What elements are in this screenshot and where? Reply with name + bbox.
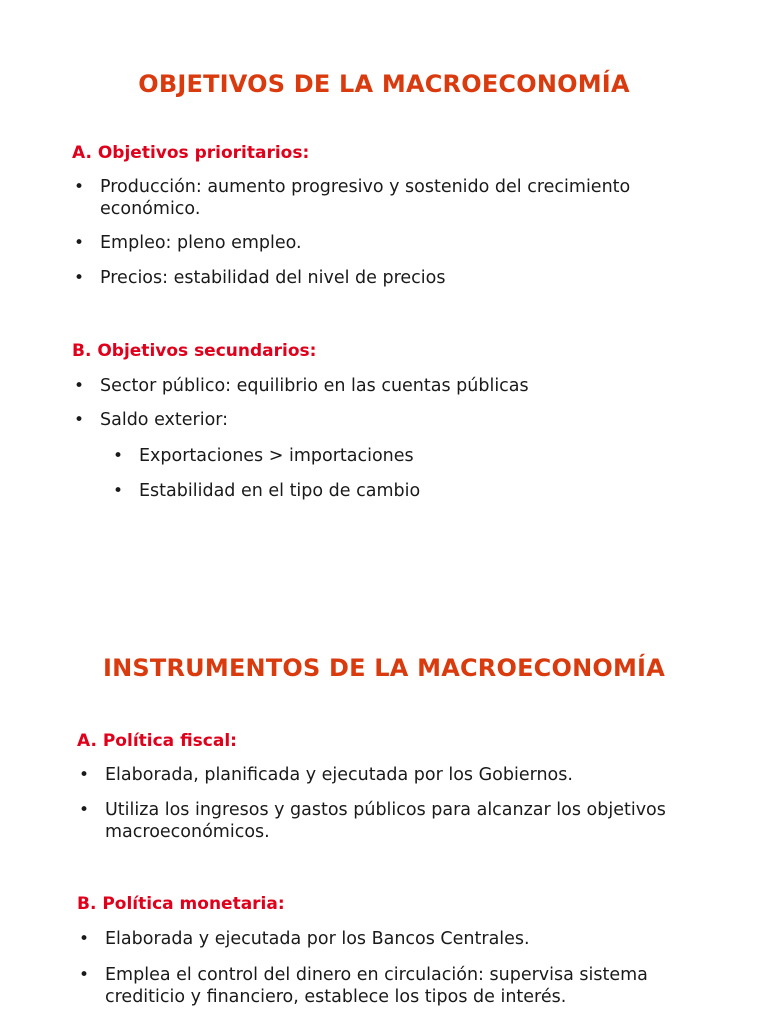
objetivos-prioritarios-heading: A. Objetivos prioritarios: (72, 143, 310, 163)
objetivos-prioritarios-list (72, 176, 712, 302)
nested-list-item: • Exportaciones > importaciones (72, 445, 712, 467)
nested-list-item: • Estabilidad en el tipo de cambio (72, 480, 712, 502)
politica-fiscal-list (77, 764, 697, 856)
objetivos-title: OBJETIVOS DE LA MACROECONOMÍA (138, 70, 630, 98)
list-item: • Sector público: equilibrio en las cuentas públicas (72, 375, 712, 397)
politica-monetaria-heading: B. Política monetaria: (77, 894, 285, 914)
politica-fiscal-heading: A. Política fiscal: (77, 731, 237, 751)
instrumentos-title: INSTRUMENTOS DE LA MACROECONOMÍA (103, 654, 665, 682)
list-item: • Elaborada, planificada y ejecutada por los Gobiernos. (77, 764, 697, 786)
list-item: • Utiliza los ingresos y gastos públicos para alcanzar los objetivos macroeconómicos. (77, 799, 697, 843)
objetivos-secundarios-heading: B. Objetivos secundarios: (72, 341, 317, 361)
list-item: • Precios: estabilidad del nivel de precios (72, 267, 712, 289)
objetivos-secundarios-list (72, 375, 712, 515)
list-item: • Elaborada y ejecutada por los Bancos Centrales. (77, 928, 697, 950)
politica-monetaria-list (77, 928, 697, 1021)
list-item: • Saldo exterior: (72, 409, 712, 431)
list-item: • Empleo: pleno empleo. (72, 232, 712, 254)
list-item: • Emplea el control del dinero en circulación: supervisa sistema crediticio y financiero, establece los tipos de interés. (77, 964, 697, 1008)
list-item: • Producción: aumento progresivo y sostenido del crecimiento económico. (72, 176, 712, 220)
